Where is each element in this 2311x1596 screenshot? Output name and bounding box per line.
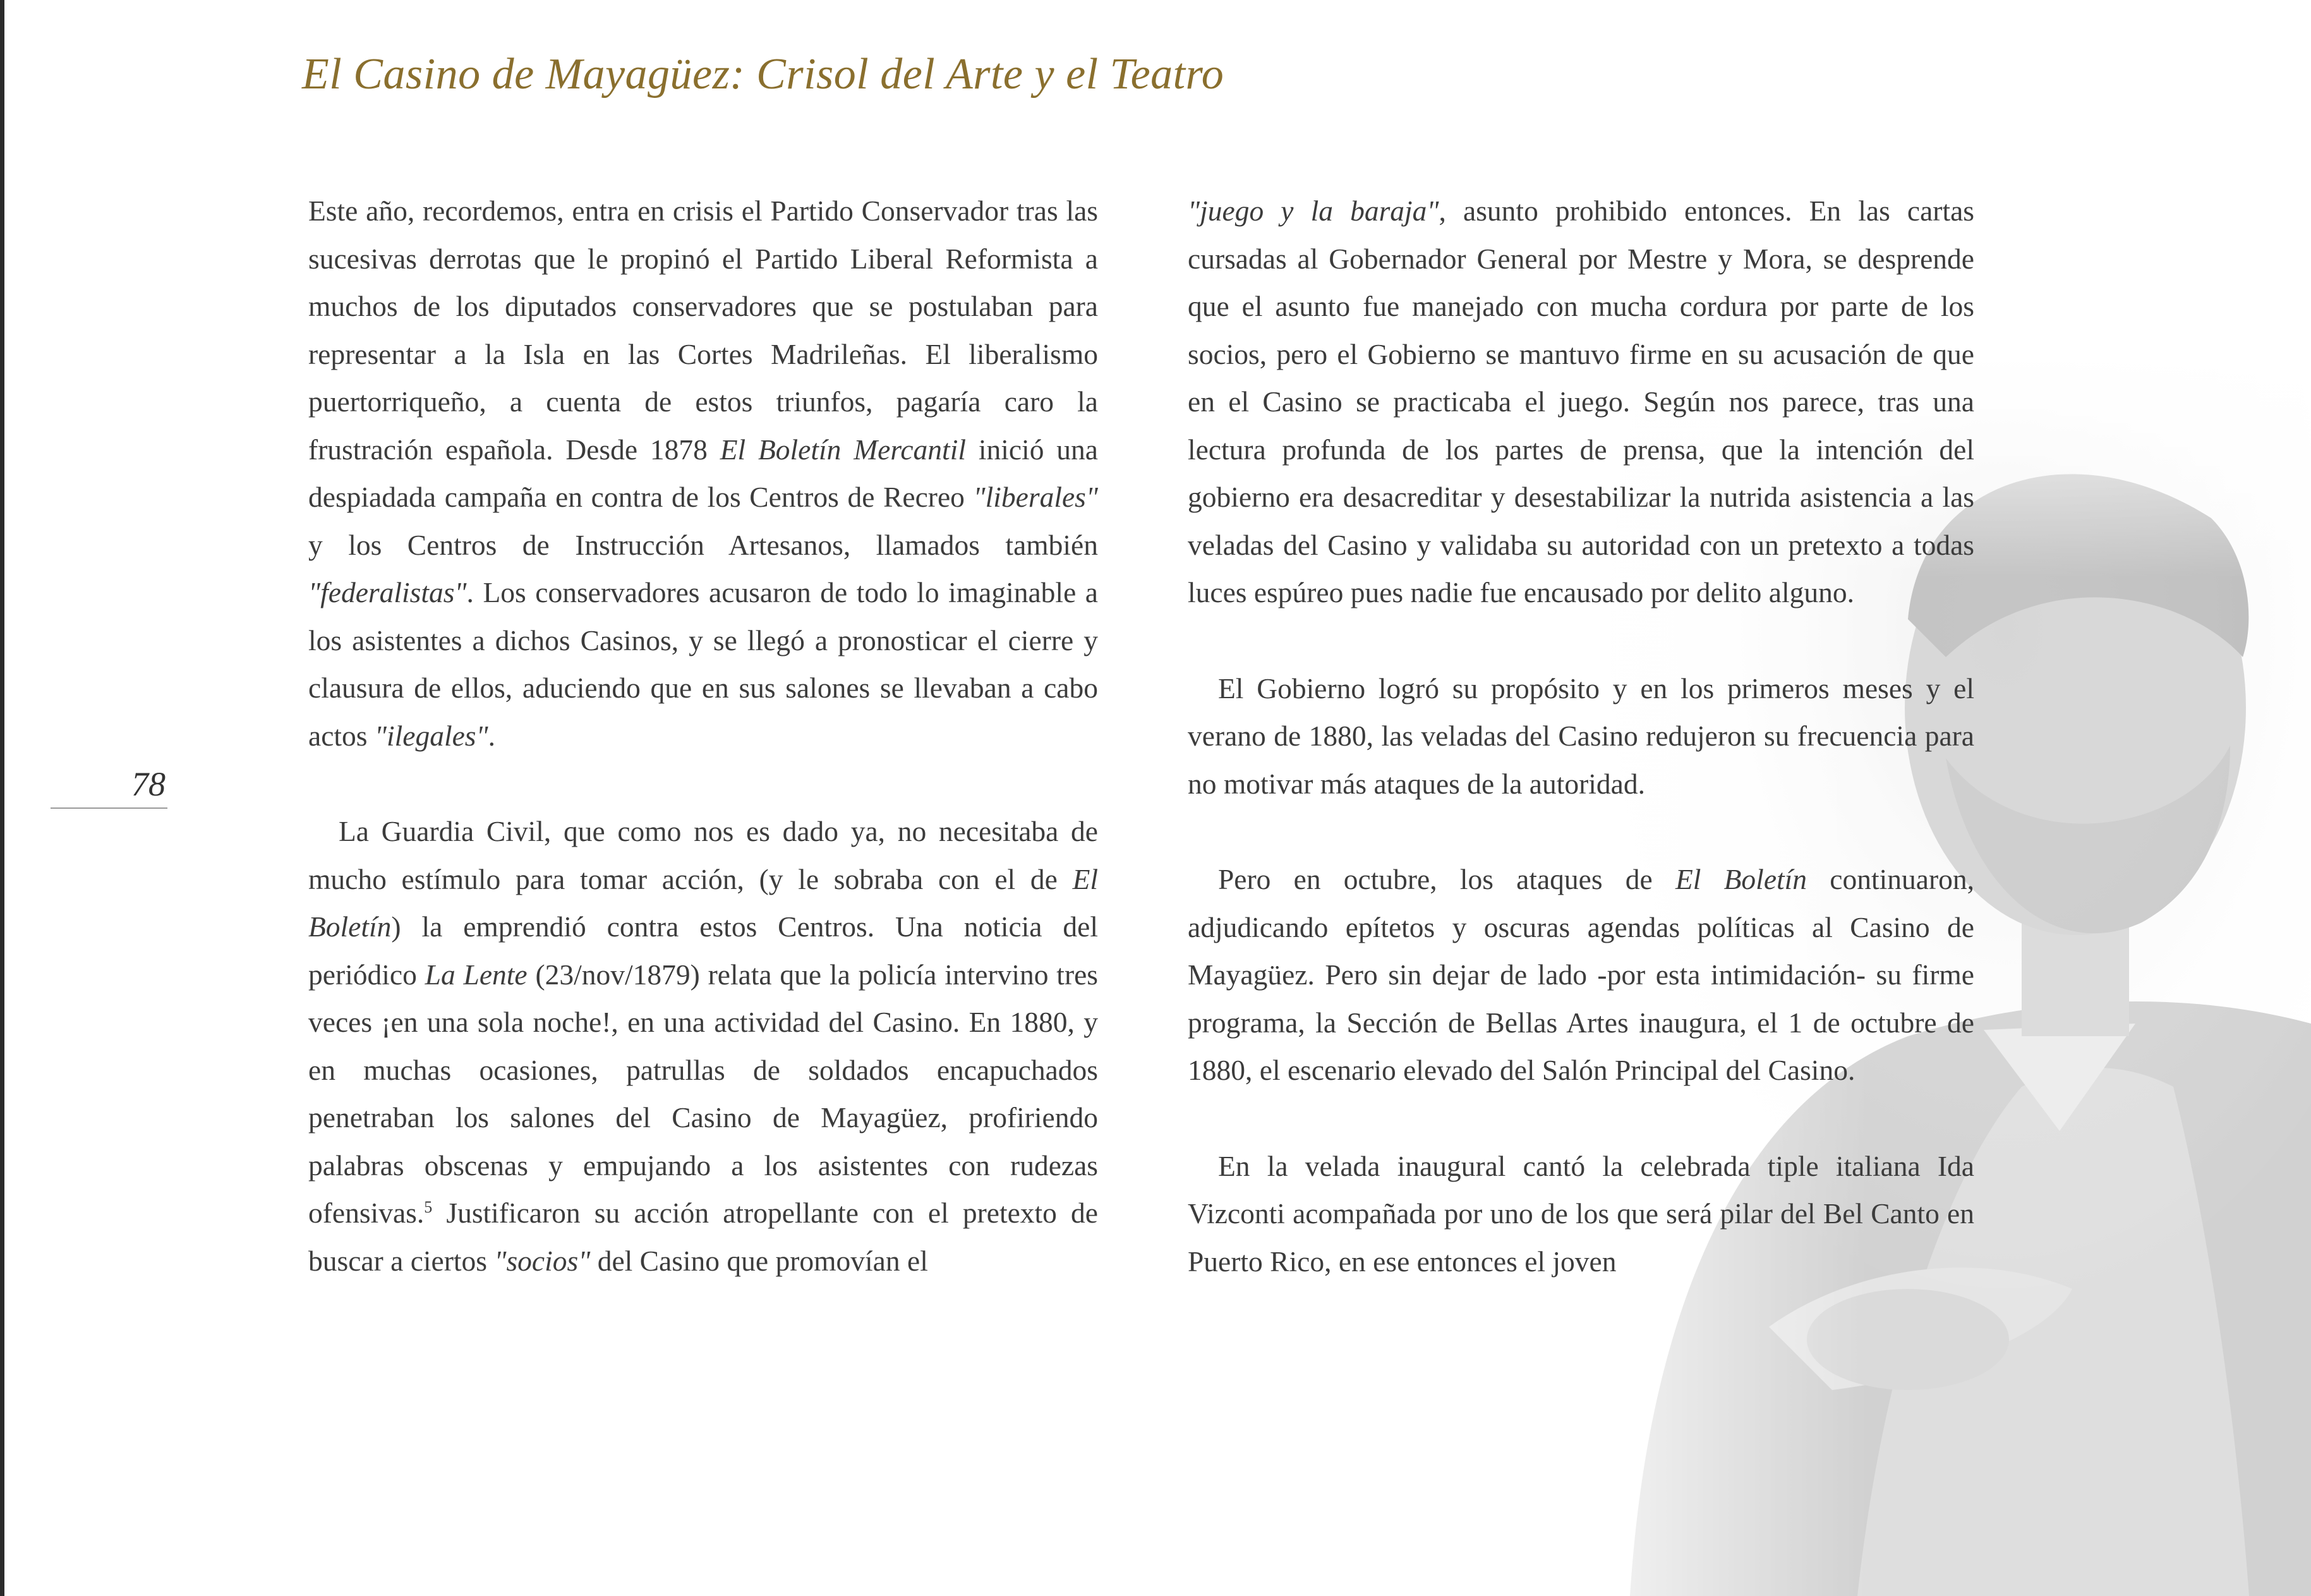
italic-text: "juego y la baraja" xyxy=(1188,195,1439,227)
italic-text: "liberales" xyxy=(973,481,1098,513)
text-run: Justificaron su acción atropellante con el pretexto de buscar a ciertos xyxy=(308,1197,1098,1277)
text-run: En la velada inaugural cantó la celebrada tiple italiana Ida Vizconti acompañada por uno de los que será pilar del Bel Canto en Puerto Rico, en ese entonces el joven xyxy=(1188,1149,1974,1278)
paragraph xyxy=(1188,187,1974,617)
text-run: y los Centros de Instrucción Artesanos, llamados también xyxy=(308,528,1098,561)
paragraph xyxy=(1188,665,1974,808)
running-title: El Casino de Mayagüez: Crisol del Arte y el Teatro xyxy=(302,50,1224,99)
text-run: La Guardia Civil, que como nos es dado ya, no necesitaba de mucho estímulo para tomar acción, (y le sobraba con el de xyxy=(308,815,1098,895)
text-run: ) la emprendió contra estos Centros. Una noticia del periódico xyxy=(308,910,1098,991)
paragraph xyxy=(1188,855,1974,1094)
text-run: Pero en octubre, los ataques de xyxy=(1218,863,1675,895)
text-run: . xyxy=(488,719,495,752)
text-run: , asunto prohibido entonces. En las cartas cursadas al Gobernador General por Mestre y Mora, se desprende que el asunto fue manejado con mucha cordura por parte de los socios, pero el Gobierno se mantuvo firme en su acusación de que en el Casino se practicaba el juego. Según nos parece, tras una lectura profunda de los partes de prensa, que la intención del gobierno era desacreditar y desestabilizar la nutrida asistencia a las veladas del Casino y validaba su autoridad con un pretexto a todas luces espúreo pues nadie fue encausado por delito alguno. xyxy=(1188,195,1974,608)
text-run: (23/nov/1879) relata que la policía intervino tres veces ¡en una sola noche!, en una actividad del Casino. En 1880, y en muchas ocasiones, patrullas de soldados encapuchados penetraban los salones del Casino de Mayagüez, profiriendo palabras obscenas y empujando a los asistentes con rudezas ofensivas. xyxy=(308,958,1099,1229)
text-run: El Gobierno logró su propósito y en los primeros meses y el verano de 1880, las veladas del Casino redujeron su frecuencia para no motivar más ataques de la autoridad. xyxy=(1188,672,1974,800)
italic-text: El Boletín xyxy=(308,862,1098,943)
text-run: inició una despiadada campaña en contra de los Centros de Recreo xyxy=(308,433,1098,513)
text-run: del Casino que promovían el xyxy=(590,1244,928,1277)
paragraph xyxy=(1188,1142,1974,1286)
italic-text: El Boletín xyxy=(1675,863,1807,895)
italic-text: "federalistas" xyxy=(308,576,467,608)
italic-text: "ilegales" xyxy=(374,719,488,752)
italic-text: "socios" xyxy=(494,1244,591,1277)
footnote-reference: 5 xyxy=(424,1197,433,1216)
text-run: continuaron, adjudicando epítetos y oscuras agendas políticas al Casino de Mayagüez. Pero sin dejar de lado -por esta intimidación- su firme programa, la Sección de Bellas Artes inaugura, el 1 de octubre de 1880, el escenario elevado del Salón Principal del Casino. xyxy=(1188,863,1974,1086)
page-number: 78 xyxy=(131,765,166,803)
page-gutter-edge xyxy=(0,0,4,1596)
paragraph xyxy=(308,807,1098,1285)
right-text-column xyxy=(1188,187,1974,1285)
italic-text: La Lente xyxy=(425,958,528,991)
italic-text: El Boletín Mercantil xyxy=(720,433,966,466)
text-run: Este año, recordemos, entra en crisis el Partido Conservador tras las sucesivas derrotas que le propinó el Partido Liberal Reformista a muchos de los diputados conservadores que se postulaban para representar a la Isla en las Cortes Madrileñas. El liberalismo puertorriqueño, a cuenta de estos triunfos, pagaría caro la frustración española. Desde 1878 xyxy=(308,195,1098,466)
left-text-column xyxy=(308,187,1098,1285)
text-run: . Los conservadores acusaron de todo lo imaginable a los asistentes a dichos Casinos, y se llegó a pronosticar el cierre y clausura de ellos, aduciendo que en sus salones se llevaban a cabo actos xyxy=(308,576,1098,752)
paragraph xyxy=(308,187,1098,759)
page-number-rule xyxy=(51,807,167,809)
